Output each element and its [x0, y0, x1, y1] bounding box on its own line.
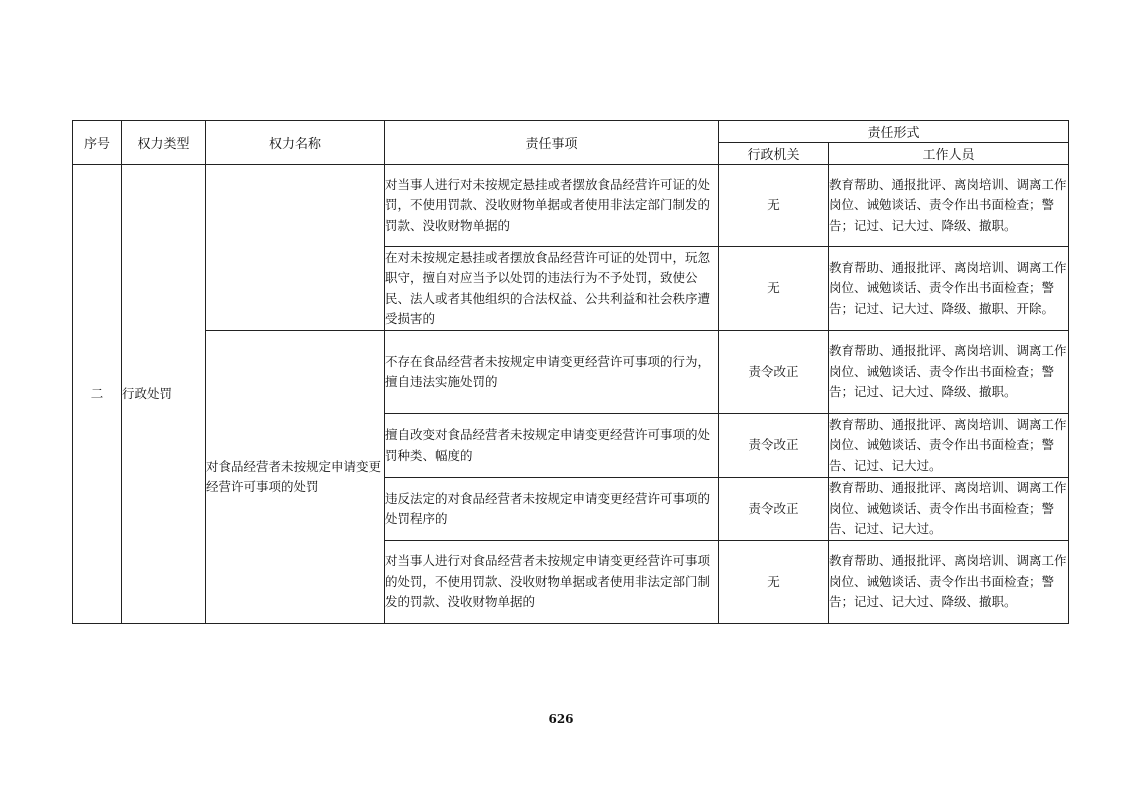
row-staff: 教育帮助、通报批评、离岗培训、调离工作岗位、诫勉谈话、责令作出书面检查；警告；记过、记大过、降级、撤职、开除。	[829, 247, 1069, 331]
page-number: 626	[548, 712, 574, 726]
row-agency: 责令改正	[719, 331, 829, 414]
row-staff: 教育帮助、通报批评、离岗培训、调离工作岗位、诫勉谈话、责令作出书面检查；警告、记过、记大过。	[829, 414, 1069, 478]
group-power-name-2: 对食品经营者未按规定申请变更经营许可事项的处罚	[206, 331, 385, 624]
row-matter: 不存在食品经营者未按规定申请变更经营许可事项的行为，擅自违法实施处罚的	[385, 331, 719, 414]
header-form: 责任形式	[719, 121, 1069, 143]
group-index: 二	[73, 165, 122, 624]
row-agency: 无	[719, 247, 829, 331]
row-staff: 教育帮助、通报批评、离岗培训、调离工作岗位、诫勉谈话、责令作出书面检查；警告、记过、记大过。	[829, 478, 1069, 541]
row-matter: 违反法定的对食品经营者未按规定申请变更经营许可事项的处罚程序的	[385, 478, 719, 541]
row-matter: 擅自改变对食品经营者未按规定申请变更经营许可事项的处罚种类、幅度的	[385, 414, 719, 478]
row-matter: 在对未按规定悬挂或者摆放食品经营许可证的处罚中，玩忽职守，擅自对应当予以处罚的违法行为不予处罚，致使公民、法人或者其他组织的合法权益、公共利益和社会秩序遭受损害的	[385, 247, 719, 331]
row-staff: 教育帮助、通报批评、离岗培训、调离工作岗位、诫勉谈话、责令作出书面检查；警告；记过、记大过、降级、撤职。	[829, 331, 1069, 414]
row-agency: 责令改正	[719, 414, 829, 478]
header-index: 序号	[73, 121, 122, 165]
row-matter: 对当事人进行对食品经营者未按规定申请变更经营许可事项的处罚，不使用罚款、没收财物单据或者使用非法定部门制发的罚款、没收财物单据的	[385, 541, 719, 624]
header-agency: 行政机关	[719, 143, 829, 165]
row-agency: 无	[719, 541, 829, 624]
header-power-name: 权力名称	[206, 121, 385, 165]
table-row	[73, 165, 1069, 247]
header-power-type: 权力类型	[122, 121, 206, 165]
header-staff: 工作人员	[829, 143, 1069, 165]
group-power-type: 行政处罚	[122, 165, 206, 624]
header-row-1	[73, 121, 1069, 143]
row-matter: 对当事人进行对未按规定悬挂或者摆放食品经营许可证的处罚，不使用罚款、没收财物单据或者使用非法定部门制发的罚款、没收财物单据的	[385, 165, 719, 247]
responsibility-table	[72, 120, 1069, 624]
row-agency: 无	[719, 165, 829, 247]
row-agency: 责令改正	[719, 478, 829, 541]
row-staff: 教育帮助、通报批评、离岗培训、调离工作岗位、诫勉谈话、责令作出书面检查；警告；记过、记大过、降级、撤职。	[829, 541, 1069, 624]
group-power-name-1	[206, 165, 385, 331]
header-matter: 责任事项	[385, 121, 719, 165]
row-staff: 教育帮助、通报批评、离岗培训、调离工作岗位、诫勉谈话、责令作出书面检查；警告；记过、记大过、降级、撤职。	[829, 165, 1069, 247]
table-row	[73, 331, 1069, 414]
